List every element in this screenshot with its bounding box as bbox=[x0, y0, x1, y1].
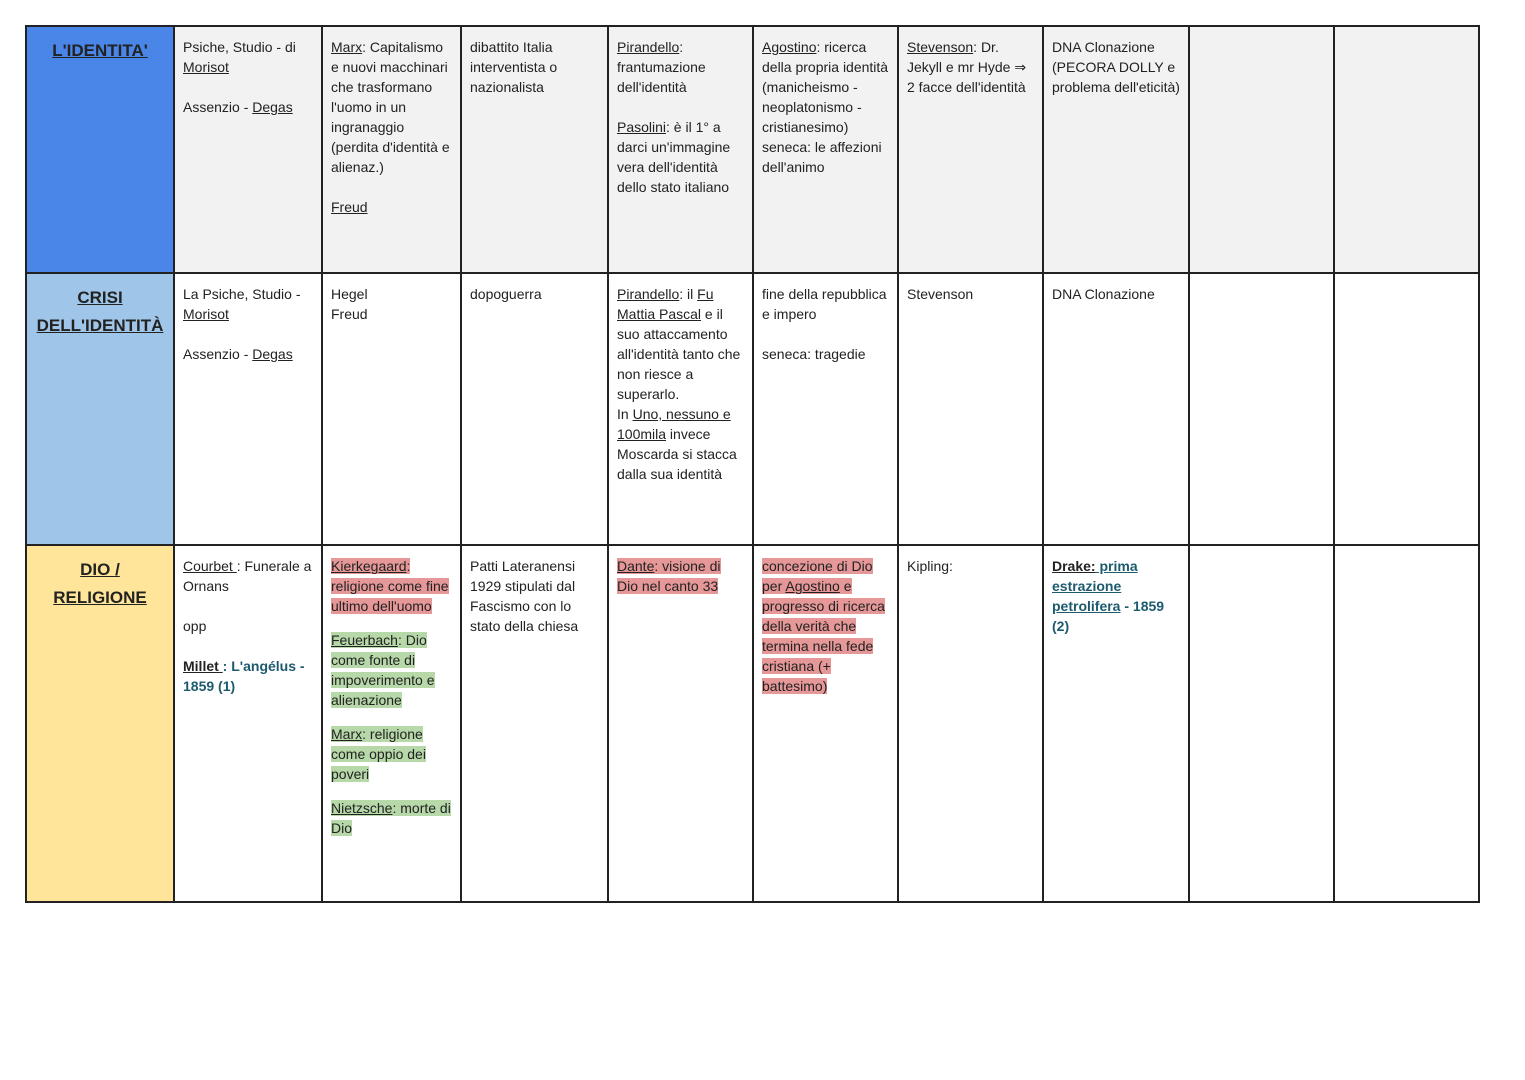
table-cell[interactable]: fine della repubblica e impero seneca: tragedie bbox=[753, 273, 898, 545]
table-cell[interactable]: Pirandello: il Fu Mattia Pascal e il suo attaccamento all'identità tanto che non riesce a superarlo. In Uno, nessuno e 100mila invece Moscarda si stacca dalla sua identità bbox=[608, 273, 753, 545]
row-header-label: DIO / RELIGIONE bbox=[53, 560, 147, 607]
table-cell[interactable]: DNA Clonazione (PECORA DOLLY e problema dell'eticità) bbox=[1043, 26, 1189, 273]
table-cell[interactable]: Hegel Freud bbox=[322, 273, 461, 545]
table-cell[interactable]: Agostino: ricerca della propria identità (manicheismo - neoplatonismo - cristianesimo) seneca: le affezioni dell'animo bbox=[753, 26, 898, 273]
highlight-item: Nietzsche: morte di Dio bbox=[331, 800, 451, 836]
highlight-item: Dante: visione di Dio nel canto 33 bbox=[617, 558, 721, 594]
table-cell[interactable]: DNA Clonazione bbox=[1043, 273, 1189, 545]
table-cell[interactable]: Marx: Capitalismo e nuovi macchinari che trasformano l'uomo in un ingranaggio (perdita d'identità e alienaz.) Freud bbox=[322, 26, 461, 273]
table-cell[interactable]: La Psiche, Studio - Morisot Assenzio - Degas bbox=[174, 273, 322, 545]
table-cell-empty[interactable] bbox=[1334, 273, 1479, 545]
row-header-label: CRISI DELL'IDENTITÀ bbox=[36, 288, 164, 335]
row-header-label: L'IDENTITA' bbox=[52, 41, 148, 60]
table-cell[interactable]: Courbet : Funerale a Ornans opp Millet : L'angélus - 1859 (1) bbox=[174, 545, 322, 902]
topic-table bbox=[25, 25, 1480, 903]
table-cell-empty[interactable] bbox=[1189, 545, 1334, 902]
row-header-crisi[interactable] bbox=[26, 273, 174, 545]
table-cell-empty[interactable] bbox=[1334, 26, 1479, 273]
table-cell[interactable]: Pirandello: frantumazione dell'identità Pasolini: è il 1° a darci un'immagine vera dell'identità dello stato italiano bbox=[608, 26, 753, 273]
table-cell[interactable] bbox=[322, 545, 461, 902]
highlight-item: Feuerbach: Dio come fonte di impoverimento e alienazione bbox=[331, 632, 435, 708]
table-cell[interactable]: dibattito Italia interventista o nazionalista bbox=[461, 26, 608, 273]
table-cell-empty[interactable] bbox=[1189, 273, 1334, 545]
table-cell[interactable] bbox=[608, 545, 753, 902]
row-header-identita[interactable] bbox=[26, 26, 174, 273]
highlight-item: Marx: religione come oppio dei poveri bbox=[331, 726, 426, 782]
table-cell[interactable]: Kipling: bbox=[898, 545, 1043, 902]
table-cell-empty[interactable] bbox=[1189, 26, 1334, 273]
row-header-dio-religione[interactable] bbox=[26, 545, 174, 902]
table-cell[interactable]: Stevenson: Dr. Jekyll e mr Hyde ⇒ 2 facce dell'identità bbox=[898, 26, 1043, 273]
table-row bbox=[26, 273, 1479, 545]
table-cell[interactable]: dopoguerra bbox=[461, 273, 608, 545]
table-cell-empty[interactable] bbox=[1334, 545, 1479, 902]
highlight-item: concezione di Dio per Agostino e progresso di ricerca della verità che termina nella fede cristiana (+ battesimo) bbox=[762, 558, 885, 694]
table-cell[interactable]: Patti Lateranensi 1929 stipulati dal Fascismo con lo stato della chiesa bbox=[461, 545, 608, 902]
highlight-item: Kierkegaard: religione come fine ultimo dell'uomo bbox=[331, 558, 449, 614]
table-cell[interactable]: Drake: prima estrazione petrolifera - 1859 (2) bbox=[1043, 545, 1189, 902]
table-cell[interactable]: Psiche, Studio - di Morisot Assenzio - Degas bbox=[174, 26, 322, 273]
table-row bbox=[26, 26, 1479, 273]
table-cell[interactable]: Stevenson bbox=[898, 273, 1043, 545]
table-row bbox=[26, 545, 1479, 902]
table-cell[interactable] bbox=[753, 545, 898, 902]
